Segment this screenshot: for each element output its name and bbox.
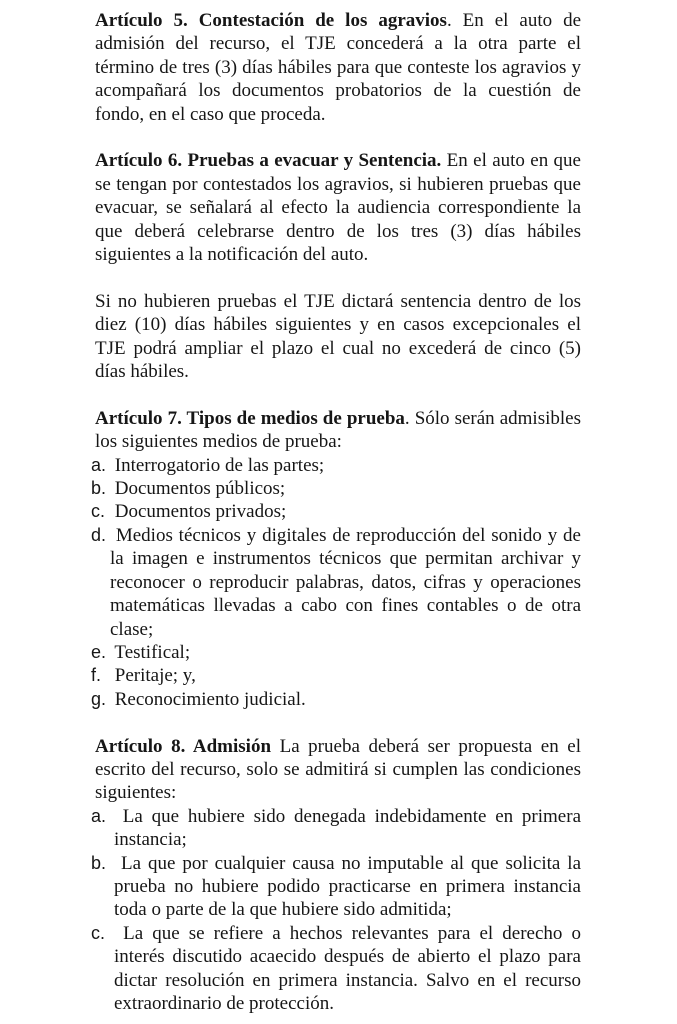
- list-marker: b.: [91, 478, 107, 499]
- list-item-text: Reconocimiento judicial.: [114, 688, 306, 710]
- list-item-text: Interrogatorio de las partes;: [114, 454, 325, 476]
- list-item-text: La que por cualquier causa no imputable al que solicita la prueba no hubiere podido practicarse en primera instancia toda o parte de la que hubiere sido admitida;: [114, 852, 582, 921]
- list-marker: c.: [91, 501, 106, 522]
- articulo-5-heading: Artículo 5. Contestación de los agravios: [95, 10, 447, 31]
- list-item: [91, 688, 581, 711]
- list-marker: e.: [91, 641, 107, 662]
- list-item: [91, 922, 581, 1016]
- articulo-7-heading: Artículo 7. Tipos de medios de prueba: [95, 407, 405, 429]
- list-item: [91, 500, 581, 523]
- list-item-text: Medios técnicos y digitales de reproducción del sonido y de la imagen e instrumentos técnicos que permitan archivar y reconocer o reproducir palabras, datos, cifras y operaciones matemáticas llevadas a cabo con fines contables o de otra clase;: [110, 524, 581, 640]
- list-marker: g.: [91, 688, 107, 709]
- list-item-text: Documentos públicos;: [114, 478, 286, 500]
- list-marker: f.: [91, 665, 102, 686]
- articulo-6-paragraph-2: Si no hubieren pruebas el TJE dictará sentencia dentro de los diez (10) días hábiles siguientes y en casos excepcionales el TJE podrá ampliar el plazo el cual no excederá de cinco (5) días hábiles.: [95, 290, 581, 383]
- list-item: [91, 477, 581, 500]
- articulo-8-list: [91, 805, 582, 1016]
- articulo-8-paragraph: [95, 735, 581, 805]
- list-marker: a.: [91, 805, 107, 826]
- list-item-text: La que se refiere a hechos relevantes para el derecho o interés discutido acaecido después de abierto el plazo para dictar resolución en primera instancia. Salvo en el recurso extraordinario de protección.: [114, 922, 581, 1014]
- list-item: [91, 524, 581, 641]
- list-item: [91, 641, 581, 664]
- articulo-7-text: . Sólo serán admisibles los siguientes medios de prueba:: [95, 407, 581, 453]
- list-item: [91, 852, 581, 922]
- list-marker: a.: [91, 454, 107, 475]
- list-marker: c.: [91, 922, 106, 943]
- list-marker: b.: [91, 852, 107, 873]
- articulo-7-paragraph: [95, 407, 581, 454]
- list-item-text: La que hubiere sido denegada indebidamente en primera instancia;: [114, 805, 582, 851]
- list-item-text: Documentos privados;: [114, 501, 287, 523]
- list-marker: d.: [91, 524, 107, 545]
- articulo-6-paragraph: [95, 149, 581, 266]
- articulo-7-list: [91, 454, 581, 711]
- list-item-text: Peritaje; y,: [114, 665, 196, 687]
- articulo-5-paragraph: [95, 9, 581, 126]
- list-item: [91, 454, 581, 477]
- articulo-5-text: . En el auto de admisión del recurso, el TJE concederá a la otra parte el término de tres (3) días hábiles para que conteste los agravios y acompañará los documentos probatorios de la cuestión de fondo, en el caso que proceda.: [95, 10, 581, 125]
- list-item: [91, 805, 581, 852]
- articulo-8-heading: Artículo 8. Admisión: [95, 735, 272, 757]
- articulo-6-text: En el auto en que se tengan por contestados los agravios, si hubieren pruebas que evacuar, se señalará al efecto la audiencia correspondiente la que deberá celebrarse dentro de los tres (3) días hábiles siguientes a la notificación del auto.: [95, 150, 581, 266]
- articulo-8-text: La prueba deberá ser propuesta en el escrito del recurso, solo se admitirá si cumplen las condiciones siguientes:: [95, 735, 582, 804]
- articulo-6-heading: Artículo 6. Pruebas a evacuar y Sentencia.: [95, 150, 442, 172]
- list-item-text: Testifical;: [114, 641, 191, 663]
- list-item: [91, 664, 581, 687]
